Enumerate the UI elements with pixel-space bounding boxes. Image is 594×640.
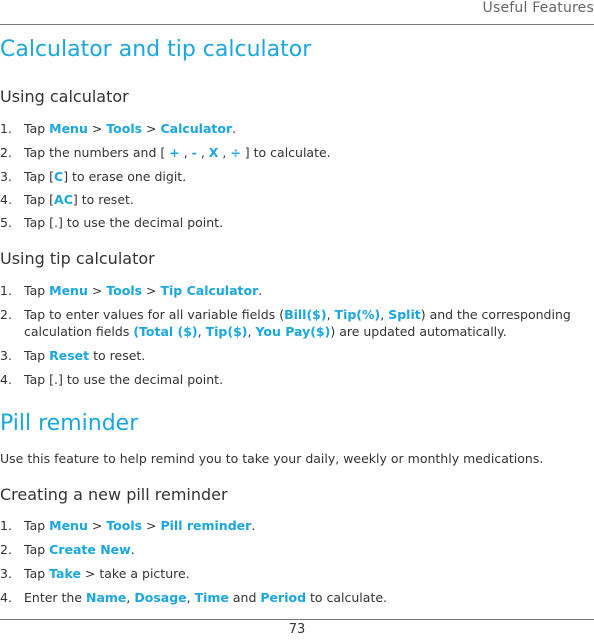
text-run: ] to erase one digit. [63,169,187,184]
list-text [24,168,584,185]
list-text [24,214,584,231]
ui-keyword: Pill reminder [160,518,252,533]
text-run: Tap [.] to use the decimal point. [24,372,224,387]
page-number: 73 [288,622,306,637]
list-text [24,191,584,208]
text-run: , [196,145,209,160]
ui-keyword: Name [86,590,127,605]
text-run: , [126,590,135,605]
text-run: , [247,324,256,339]
text-run: Tap [.] to use the decimal point. [24,215,224,230]
list-number: 3. [0,348,12,363]
list-text [24,565,584,582]
text-run: , [326,307,335,322]
list-number: 3. [0,566,12,581]
text-run: Tap [24,542,50,557]
ui-keyword: Menu [49,121,88,136]
list-text [24,541,584,558]
list-number: 1. [0,518,12,533]
list-text [24,120,584,137]
ui-keyword: Menu [49,283,88,298]
header-title: Useful Features [482,0,594,16]
list-number: 5. [0,215,12,230]
text-run: and [228,590,261,605]
text-run: Tap [24,518,50,533]
ui-keyword: Bill($) [284,307,327,322]
ui-keyword: Tools [106,121,143,136]
list-number: 1. [0,121,12,136]
ui-keyword: C [54,169,64,184]
text-run: , [197,324,206,339]
ui-keyword: Split [388,307,421,322]
ui-keyword: Tools [106,283,143,298]
ui-keyword: Tip Calculator [160,283,259,298]
list-number: 2. [0,307,12,322]
ui-keyword: Dosage [134,590,187,605]
section-title-pill-reminder: Pill reminder [0,411,139,436]
text-run: Enter the [24,590,87,605]
ui-keyword: + [169,145,180,160]
ui-keyword: (Total ($) [133,324,198,339]
text-run: Tap [24,283,50,298]
ui-keyword: ÷ [230,145,241,160]
text-run: , [186,590,195,605]
text-run: > [142,518,161,533]
text-run: , [218,145,231,160]
ui-keyword: Tip(%) [334,307,381,322]
list-text [24,282,584,299]
text-run: > [87,283,107,298]
ui-keyword: Calculator [160,121,233,136]
ui-keyword: Time [194,590,229,605]
text-run: ] to calculate. [240,145,331,160]
text-run: Tap [ [24,169,55,184]
text-run: Tap [24,566,50,581]
subsection-title-using-calculator: Using calculator [0,87,129,106]
text-run: . [251,518,256,533]
text-run: ] to reset. [72,192,134,207]
list-text [24,144,584,161]
text-run: Tap [24,348,50,363]
list-text [24,347,584,364]
text-run: ) are updated automatically. [330,324,507,339]
subsection-title-using-tip: Using tip calculator [0,249,155,268]
text-run: ) and the corresponding calculation fields [24,307,571,339]
text-run: . [232,121,237,136]
list-number: 3. [0,169,12,184]
ui-keyword: X [208,145,219,160]
text-run: , [380,307,389,322]
text-run: > [87,121,107,136]
list-number: 4. [0,372,12,387]
page-header [0,0,594,25]
ui-keyword: Create New [49,542,131,557]
text-run: . [258,283,263,298]
text-run: Tap [ [24,192,55,207]
ui-keyword: Tools [106,518,143,533]
list-text [24,371,584,388]
text-run: . [130,542,135,557]
list-number: 4. [0,192,12,207]
ui-keyword: Take [49,566,81,581]
ui-keyword: AC [54,192,73,207]
text-run: Tap the numbers and [ [24,145,170,160]
ui-keyword: Tip($) [205,324,248,339]
list-text [24,589,584,606]
list-text [24,306,576,340]
ui-keyword: Period [260,590,307,605]
text-run: > [87,518,107,533]
text-run: > [142,283,161,298]
ui-keyword: Reset [49,348,90,363]
text-run: Tap [24,121,50,136]
list-number: 2. [0,145,12,160]
ui-keyword: Menu [49,518,88,533]
text-run: Tap to enter values for all variable fields ( [24,307,285,322]
list-number: 2. [0,542,12,557]
list-number: 1. [0,283,12,298]
ui-keyword: You Pay($) [255,324,331,339]
section-title-calculator: Calculator and tip calculator [0,37,312,62]
text-run: to calculate. [306,590,388,605]
intro-paragraph: Use this feature to help remind you to take your daily, weekly or monthly medications. [0,451,544,466]
text-run: , [179,145,192,160]
text-run: to reset. [89,348,146,363]
text-run: > [142,121,161,136]
ui-keyword: - [191,145,197,160]
list-text [24,517,584,534]
page-footer [0,619,594,640]
text-run: > take a picture. [80,566,190,581]
list-number: 4. [0,590,12,605]
subsection-title-creating: Creating a new pill reminder [0,485,228,504]
